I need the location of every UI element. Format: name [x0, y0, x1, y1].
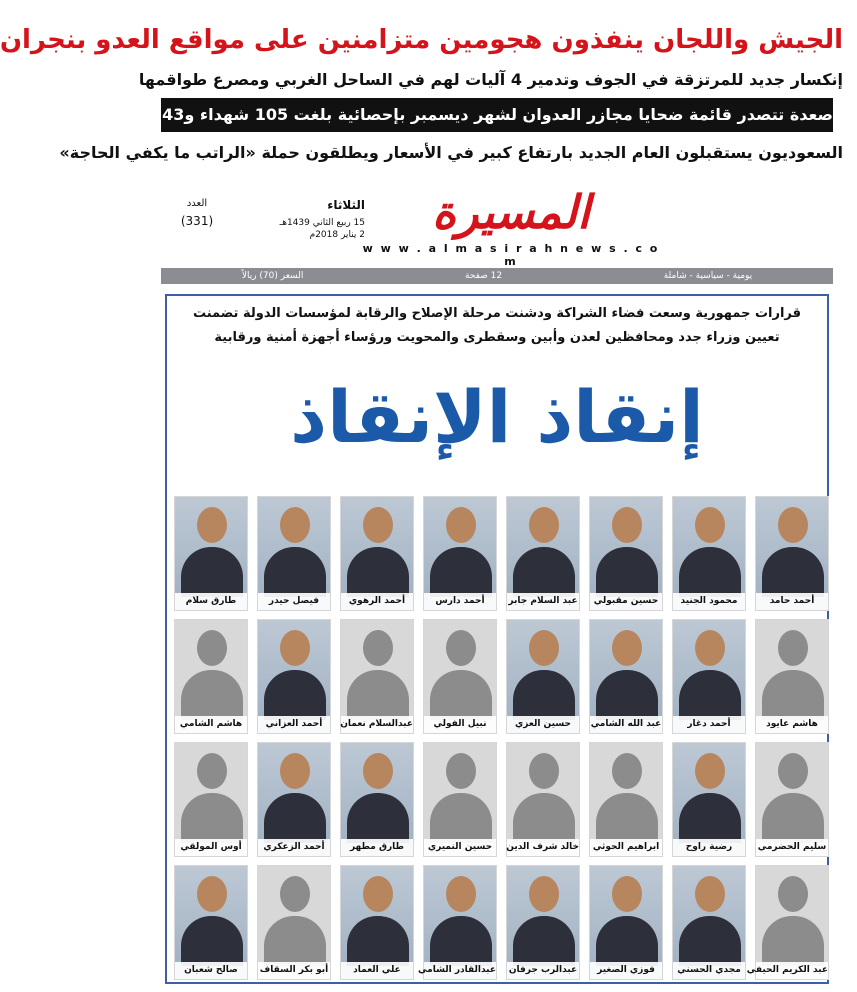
- portrait-name: طارق سلام: [175, 593, 247, 610]
- silhouette-body: [430, 670, 492, 720]
- silhouette-head: [197, 630, 227, 666]
- silhouette-body: [430, 793, 492, 843]
- portrait-name: عبد السلام جابر: [507, 593, 579, 610]
- silhouette-body: [762, 793, 824, 843]
- portrait-body: [679, 547, 741, 597]
- portrait-body: [513, 916, 575, 966]
- masthead: [161, 178, 833, 286]
- subheading-1: قرارات جمهورية وسعت فضاء الشراكة ودشنت مرحلة الإصلاح والرقابة لمؤسسات الدولة تضمنت: [192, 306, 802, 321]
- portrait-head: [612, 876, 642, 912]
- portrait-name: عبد الكريم الحيفي: [756, 962, 828, 979]
- subheading-2: تعيين وزراء جدد ومحافظين لعدن وأبين وسقطرى والمحويت ورؤساء أجهزة أمنية ورقابية: [214, 330, 780, 345]
- portrait-card: [672, 496, 746, 611]
- fourth-headline: السعوديون يستقبلون العام الجديد بارتفاع كبير في الأسعار ويطلقون حملة «الراتب ما يكفي الحاجة»: [59, 143, 843, 162]
- portrait-head: [612, 507, 642, 543]
- portrait-body: [264, 547, 326, 597]
- portrait-head: [529, 630, 559, 666]
- portrait-name: أوس المولقي: [175, 839, 247, 856]
- portrait-body: [181, 916, 243, 966]
- portrait-body: [430, 916, 492, 966]
- portrait-card: [257, 742, 331, 857]
- portrait-name: هاشم عايود: [756, 716, 828, 733]
- portrait-head: [280, 630, 310, 666]
- portrait-name: حسين مقبولي: [590, 593, 662, 610]
- portrait-card: [746, 865, 829, 980]
- silhouette-body: [762, 916, 824, 966]
- portrait-head: [695, 876, 725, 912]
- portrait-name: حسين النميري: [424, 839, 496, 856]
- portrait-name: عبدالرب جرفان: [507, 962, 579, 979]
- portrait-name: سليم الحضرمي: [756, 839, 828, 856]
- portrait-card: [755, 619, 829, 734]
- portrait-name: طارق مطهر: [341, 839, 413, 856]
- top-headline: الجيش واللجان ينفذون هجومين متزامنين على مواقع العدو بنجران: [0, 25, 843, 55]
- portrait-card: [589, 865, 663, 980]
- main-story-frame: [165, 294, 829, 984]
- portrait-name: علي العماد: [341, 962, 413, 979]
- issue-day: الثلاثاء: [327, 198, 365, 212]
- portrait-card: [340, 865, 414, 980]
- portrait-name: أبو بكر السقاف: [258, 962, 330, 979]
- portrait-body: [762, 547, 824, 597]
- portrait-card: [506, 742, 580, 857]
- portrait-card: [506, 865, 580, 980]
- portrait-card: [506, 619, 580, 734]
- portrait-head: [612, 630, 642, 666]
- portrait-body: [430, 547, 492, 597]
- portrait-head: [280, 753, 310, 789]
- portrait-card: [672, 742, 746, 857]
- portrait-name: حسين العزي: [507, 716, 579, 733]
- portrait-name: أحمد دارس: [424, 593, 496, 610]
- silhouette-body: [181, 793, 243, 843]
- portrait-card: [418, 865, 497, 980]
- portrait-head: [197, 876, 227, 912]
- portrait-card: [672, 865, 746, 980]
- silhouette-head: [778, 753, 808, 789]
- hijri-date: 15 ربيع الثاني 1439هـ: [279, 218, 365, 228]
- portrait-head: [363, 507, 393, 543]
- issue-number: (331): [180, 214, 214, 228]
- portrait-name: أحمد العزاني: [258, 716, 330, 733]
- logo-text: المسيرة: [432, 185, 590, 239]
- portrait-body: [347, 547, 409, 597]
- portrait-head: [529, 507, 559, 543]
- portrait-body: [264, 793, 326, 843]
- portrait-head: [363, 753, 393, 789]
- portrait-body: [679, 670, 741, 720]
- portrait-card: [340, 496, 414, 611]
- silhouette-body: [181, 670, 243, 720]
- portrait-card: [589, 619, 663, 734]
- portrait-name: فوزي الصغير: [590, 962, 662, 979]
- second-headline: إنكسار جديد للمرتزقة في الجوف وتدمير 4 آليات لهم في الساحل الغربي ومصرع طواقمها: [138, 70, 843, 89]
- main-title: إنقاذ الإنقاذ: [290, 375, 704, 459]
- website-url: w w w . a l m a s i r a h n e w s . c o m: [362, 242, 660, 268]
- portrait-head: [695, 630, 725, 666]
- portrait-card: [755, 496, 829, 611]
- info-bar: [161, 268, 833, 284]
- portrait-head: [197, 507, 227, 543]
- silhouette-head: [446, 753, 476, 789]
- portrait-card: [672, 619, 746, 734]
- portrait-head: [778, 507, 808, 543]
- portrait-card: [589, 742, 663, 857]
- portrait-name: أحمد دغار: [673, 716, 745, 733]
- portrait-card: [174, 742, 248, 857]
- portrait-body: [347, 916, 409, 966]
- silhouette-head: [446, 630, 476, 666]
- silhouette-body: [347, 670, 409, 720]
- portrait-body: [513, 670, 575, 720]
- portrait-body: [596, 670, 658, 720]
- portrait-body: [513, 547, 575, 597]
- portrait-card: [506, 496, 580, 611]
- silhouette-body: [762, 670, 824, 720]
- silhouette-body: [513, 793, 575, 843]
- portrait-body: [181, 547, 243, 597]
- portrait-card: [755, 742, 829, 857]
- portrait-head: [529, 876, 559, 912]
- portrait-name: عبدالسلام نعمان: [341, 716, 413, 733]
- newspaper-logo: [361, 184, 661, 240]
- silhouette-head: [529, 753, 559, 789]
- portrait-card: [174, 496, 248, 611]
- silhouette-head: [197, 753, 227, 789]
- gregorian-date: 2 يناير 2018م: [309, 230, 365, 240]
- portrait-grid: [173, 496, 829, 980]
- portrait-name: نبيل الفولي: [424, 716, 496, 733]
- silhouette-body: [264, 916, 326, 966]
- portrait-card: [589, 496, 663, 611]
- portrait-body: [596, 547, 658, 597]
- portrait-body: [679, 793, 741, 843]
- portrait-body: [679, 916, 741, 966]
- portrait-body: [596, 916, 658, 966]
- portrait-head: [446, 507, 476, 543]
- portrait-card: [340, 742, 414, 857]
- portrait-name: رضية راوح: [673, 839, 745, 856]
- portrait-head: [695, 507, 725, 543]
- silhouette-head: [778, 876, 808, 912]
- silhouette-head: [363, 630, 393, 666]
- portrait-card: [423, 619, 497, 734]
- portrait-name: عبدالقادر الشامي: [424, 962, 496, 979]
- info-type: يومية - سياسية - شاملة: [663, 271, 753, 281]
- portrait-head: [695, 753, 725, 789]
- portrait-card: [423, 742, 497, 857]
- portrait-name: صالح شعبان: [175, 962, 247, 979]
- portrait-name: محمود الجنيد: [673, 593, 745, 610]
- portrait-head: [363, 876, 393, 912]
- portrait-name: مجدي الحسني: [673, 962, 745, 979]
- issue-label: العدد: [186, 198, 208, 209]
- portrait-head: [280, 507, 310, 543]
- portrait-card: [340, 619, 414, 734]
- portrait-body: [264, 670, 326, 720]
- portrait-name: أحمد الزعكري: [258, 839, 330, 856]
- portrait-name: ابراهيم الحوثي: [590, 839, 662, 856]
- info-pages: 12 صفحة: [464, 271, 503, 281]
- silhouette-body: [596, 793, 658, 843]
- black-bar-headline: صعدة تتصدر قائمة ضحايا مجازر العدوان لشهر ديسمبر بإحصائية بلغت 105 شهداء و43 جريحاً: [161, 98, 833, 132]
- portrait-name: خالد شرف الدين: [507, 839, 579, 856]
- portrait-name: أحمد حامد: [756, 593, 828, 610]
- silhouette-head: [612, 753, 642, 789]
- info-price: السعر (70) ريالاً: [241, 271, 304, 281]
- silhouette-head: [778, 630, 808, 666]
- portrait-card: [257, 496, 331, 611]
- silhouette-head: [280, 876, 310, 912]
- portrait-name: هاشم الشامي: [175, 716, 247, 733]
- portrait-card: [257, 619, 331, 734]
- portrait-card: [174, 619, 248, 734]
- portrait-body: [347, 793, 409, 843]
- portrait-name: عبد الله الشامي: [590, 716, 662, 733]
- portrait-card: [423, 496, 497, 611]
- portrait-name: أحمد الرهوي: [341, 593, 413, 610]
- portrait-card: [174, 865, 248, 980]
- portrait-card: [257, 865, 331, 980]
- portrait-head: [446, 876, 476, 912]
- portrait-name: فيصل حيدر: [258, 593, 330, 610]
